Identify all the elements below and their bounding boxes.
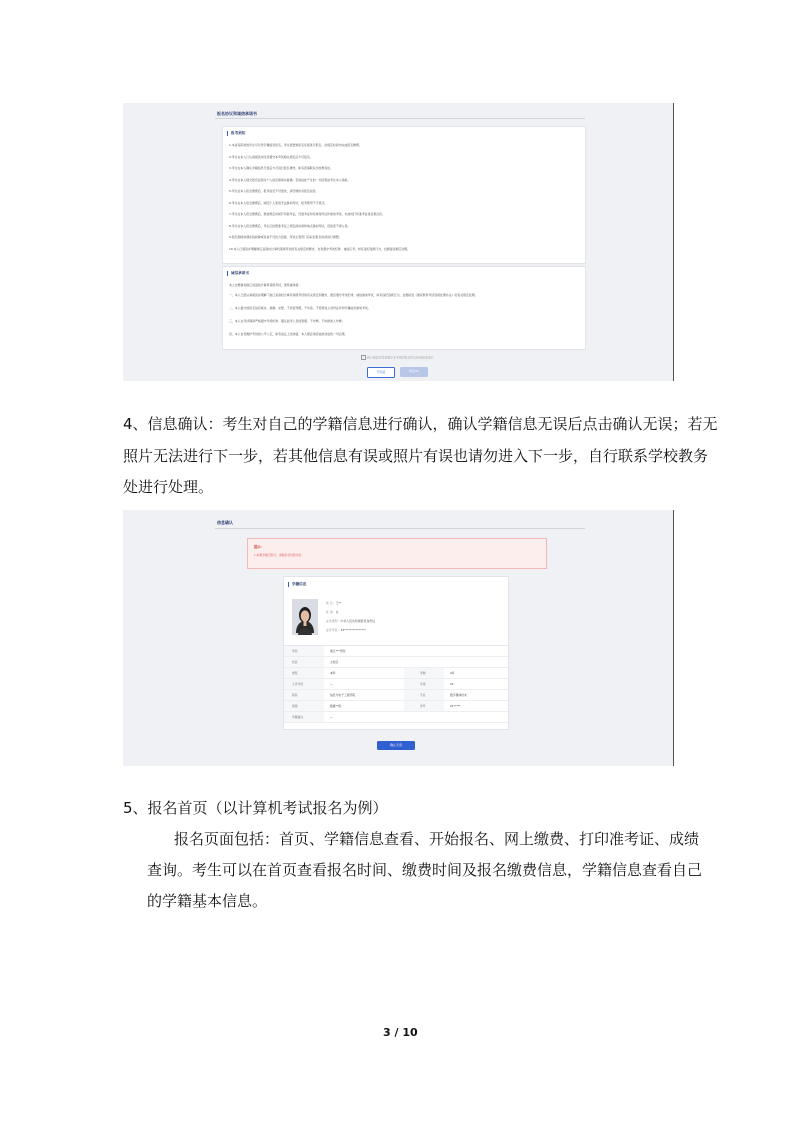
agree-button[interactable]: 同意(5) (400, 367, 428, 377)
notice-line: 5.考生在本人报名缴费后，报考信息不可更改，请仔细核对报名信息。 (229, 189, 319, 193)
profile-value: 王** (335, 601, 342, 605)
row-value: 21***** (450, 704, 461, 708)
commitment-line: 三、本人在考试期间严格遵守考场纪律，服从监考人员的管理，不作弊，不协助他人作弊。 (229, 319, 345, 323)
row-label: 学籍备注 (292, 715, 304, 719)
notice-line: 1.本省各院校的学生可以凭学籍信息报名，考生须登录报名系统进行报名，在规定时间内完成报名缴费。 (229, 143, 362, 147)
row-value: — (330, 715, 333, 719)
row-value: 信息与电子工程学院 (330, 693, 356, 697)
label-cell (284, 679, 324, 689)
label-cell (284, 668, 324, 678)
notice-line: 4.考生在本人提交报名信息时个人信息须真实准确，否则由此产生的一切后果由考生本人承担。 (229, 177, 351, 182)
row-label: 校区 (292, 660, 298, 664)
profile-value: 女 (335, 610, 339, 614)
step5-heading: 5、报名首页（以计算机考试报名为例） (123, 799, 388, 817)
notice-line: 9.报名期间如遇系统故障或其他不可抗力因素，考试主管部门有权对报名时间进行调整。 (229, 235, 342, 239)
confirm-button[interactable]: 确认无误 (377, 741, 415, 750)
table-row (284, 646, 508, 657)
step4-line1: 4、信息确认：考生对自己的学籍信息进行确认，确认学籍信息无误后点击确认无误；若无 (123, 415, 718, 433)
row-value: 4年 (450, 671, 455, 675)
row-value: 主校区 (330, 660, 339, 664)
label-cell (284, 701, 324, 711)
row-value: 本科 (330, 671, 336, 675)
checkbox-icon[interactable] (361, 355, 366, 360)
step5-line3: 的学籍基本信息。 (147, 892, 268, 910)
profile-line (326, 628, 366, 633)
row-value: 21 (450, 682, 454, 686)
alert-text: 1.如果学籍无照片，请联系学校教务处 (254, 553, 302, 557)
row-value: — (330, 682, 333, 686)
notice-section-title: 报考须知 (227, 131, 245, 136)
table-row (284, 679, 508, 690)
student-info-title: 学籍信息 (288, 582, 306, 587)
notice-panel (222, 126, 586, 264)
notice-line: 2.考生在本人已认真阅读并同意遵守本考试相关规定后方可报名。 (229, 154, 313, 159)
row-value: 浙江***学院 (330, 649, 346, 653)
title-divider (215, 528, 585, 529)
confirm-title: 信息确认 (217, 520, 233, 525)
table-row (284, 690, 508, 701)
alert-box (247, 538, 547, 569)
person-icon (292, 599, 318, 635)
step5-line1: 报名页面包括：首页、学籍信息查看、开始报名、网上缴费、打印准考证、成绩 (174, 830, 700, 848)
agree-text: 我已阅读并同意遵守本考试的报名协议和诚信承诺书 (367, 355, 434, 360)
alert-title: 提示: (254, 545, 262, 549)
row-value: 数字媒体技术 (450, 693, 467, 697)
profile-value: 中华人民共和国居民身份证 (340, 619, 376, 623)
notice-line: 7.考生在本人报名缴费后，须按规定时间打印准考证，凭准考证和有效身份证件参加考试，未按时打印准考证者后果自负。 (229, 212, 385, 216)
notice-line: 3.考生在本人确认学籍信息无误后方可进行报名操作，如有误请联系学校教务处。 (229, 166, 333, 170)
commitment-intro: 本人自愿参加浙江省高校计算机等级考试，现郑重承诺： (229, 283, 302, 287)
label-cell (284, 690, 324, 700)
row-label: 学制 (420, 671, 426, 675)
disagree-button[interactable]: 不同意 (367, 367, 395, 378)
step4-line3: 处进行处理。 (123, 478, 214, 496)
agreement-title: 报名协议和诚信承诺书 (217, 111, 257, 116)
row-label: 院系 (292, 693, 298, 697)
row-label: 入学年份 (292, 682, 304, 686)
table-row (284, 657, 508, 668)
commitment-panel (222, 266, 586, 350)
table-row (284, 712, 508, 723)
row-value: 数媒**班 (330, 704, 342, 708)
commitment-line: 四、本人自觉维护考试的公平公正，如有违反上述承诺，本人愿意承担由此造成的一切后果。 (229, 332, 348, 336)
profile-value: 33*************** (340, 628, 366, 632)
row-label: 学号 (420, 704, 426, 708)
profile-line (326, 610, 338, 615)
notice-line: 6.考生在本人报名缴费后，如因个人原因无法参加考试，报考费用不予退还。 (229, 200, 328, 205)
profile-label: 证件类型： (326, 619, 341, 623)
page-number: 3 / 10 (383, 1026, 418, 1039)
step4-line2: 照片无法进行下一步，若其他信息有误或照片有误也请勿进入下一步，自行联系学校教务 (123, 447, 709, 465)
commitment-line: 一、本人已经认真阅读并理解了浙江省高校计算机等级考试的有关规定和要求，愿意遵守考试纪律，诚信参加考试，如有违纪违规行为，自愿接受《国家教育考试违规处理办法》的有关规定处理。 (229, 293, 478, 297)
profile-line (326, 619, 375, 624)
label-cell (284, 646, 324, 656)
agree-checkbox-label[interactable] (361, 355, 433, 360)
student-photo (292, 599, 318, 635)
notice-line: 10.本人已阅读并理解浙江省高校计算机等级考试的有关规定和要求，自觉遵守考试纪律，诚信应考，如有违纪违规行为，自愿接受相应处理。 (229, 246, 410, 251)
table-row (284, 701, 508, 712)
info-confirm-screenshot (123, 510, 674, 766)
student-info-panel (283, 576, 509, 730)
row-label: 类型 (292, 671, 298, 675)
label-cell (284, 657, 324, 667)
label-cell (284, 712, 324, 722)
title-divider (215, 118, 585, 119)
profile-label: 性 别： (326, 610, 336, 614)
commitment-line: 二、本人提交的报名信息真实、准确、完整，不弄虚作假，不伪造、不使用他人身份证件和学籍信息参加考试。 (229, 306, 371, 310)
commitment-section-title: 诚信承诺书 (227, 271, 249, 276)
row-label: 年级 (420, 682, 426, 686)
notice-line: 8.考生在本人报名缴费后，考生应按照准考证上规定的时间和地点参加考试，迟到者不得入场。 (229, 223, 351, 228)
profile-label: 证件号码： (326, 628, 341, 632)
table-row (284, 668, 508, 679)
row-label: 学校 (292, 649, 298, 653)
profile-line (326, 601, 341, 606)
row-label: 专业 (420, 693, 426, 697)
profile-label: 姓 名： (326, 601, 336, 605)
student-info-table (284, 645, 508, 726)
agreement-screenshot (123, 103, 674, 381)
row-label: 班级 (292, 704, 298, 708)
step5-line2: 查询。考生可以在首页查看报名时间、缴费时间及报名缴费信息，学籍信息查看自己 (147, 861, 703, 879)
